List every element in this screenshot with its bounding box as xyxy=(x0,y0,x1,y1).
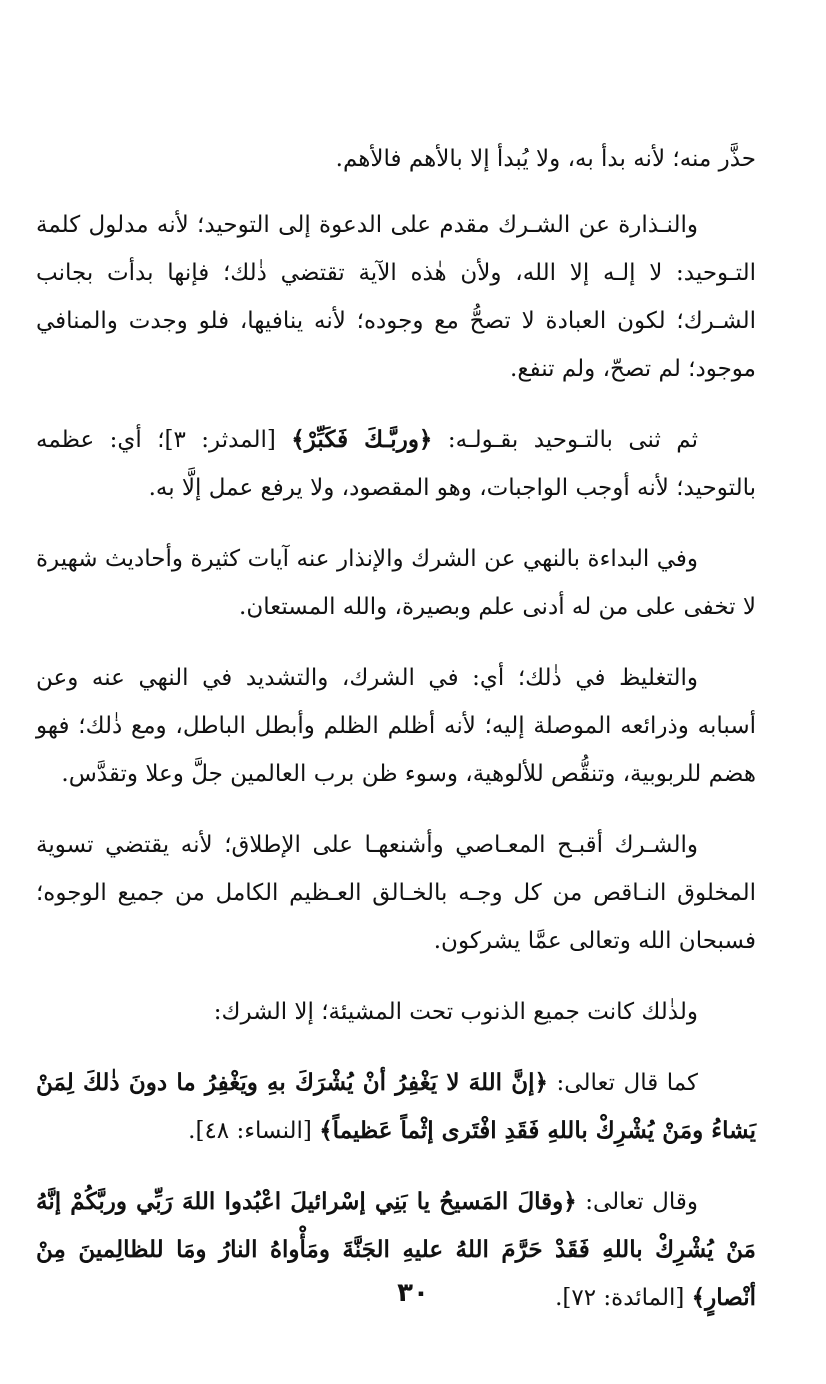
paragraph-2: والنـذارة عن الشـرك مقدم على الدعوة إلى التوحيد؛ لأنه مدلول كلمة التـوحيد: لا إلـه إلا الله، ولأن هٰذه الآية تقتضي ذٰلك؛ فإنها بدأت بجانب الشـرك؛ لكون العبادة لا تصحُّ مع وجوده؛ لأنه ينافيها، فلو وجدت والمنافي موجود؛ لم تصحّ، ولم تنفع. xyxy=(36,212,756,382)
paragraph-8-rest: [النساء: ٤٨]. xyxy=(188,1118,320,1144)
paragraph-5: والتغليظ في ذٰلك؛ أي: في الشرك، والتشديد في النهي عنه وعن أسبابه وذرائعه الموصلة إليه؛ لأنه أظلم الظلم وأبطل الباطل، ومع ذٰلك؛ فهو هضم للربوبية، وتنقُّص للألوهية، وسوء ظن برب العالمين جلَّ وعلا وتقدَّس. xyxy=(36,665,756,787)
quran-quote-an-nisa: ﴿إنَّ اللهَ لا يَغْفِرُ أنْ يُشْرَكَ بهِ ويَغْفِرُ ما دونَ ذٰلكَ لِمَنْ يَشاءُ ومَنْ يُشْرِكْ باللهِ فَقَدِ افْتَرى إثْماً عَظيماً﴾ xyxy=(36,1069,756,1144)
quran-quote-al-muddathir: ﴿وربَّـكَ فَكَبِّرْ﴾ xyxy=(291,426,433,453)
paragraph-8 xyxy=(36,1059,756,1155)
paragraph-4: وفي البداءة بالنهي عن الشرك والإنذار عنه آيات كثيرة وأحاديث شهيرة لا تخفى على من له أدنى علم وبصيرة، والله المستعان. xyxy=(36,546,756,620)
paragraph-8-lead: كما قال تعالى: xyxy=(548,1070,698,1096)
paragraph-3-rest: [المدثر: ٣]؛ أي: عظمه بالتوحيد؛ لأنه أوجب الواجبات، وهو المقصود، ولا يرفع عمل إلَّا به. xyxy=(36,427,756,501)
paragraph-9-rest: [المائدة: ٧٢]. xyxy=(555,1285,692,1311)
page-body xyxy=(36,135,756,1345)
paragraph-1: حذَّر منه؛ لأنه بدأ به، ولا يُبدأ إلا بالأهم فالأهم. xyxy=(335,146,756,172)
page-number: ٣٠ xyxy=(397,1278,429,1308)
paragraph-7: ولذٰلك كانت جميع الذنوب تحت المشيئة؛ إلا الشرك: xyxy=(213,999,698,1025)
paragraph-3-lead: ثم ثنى بالتـوحيد بقـولـه: xyxy=(432,427,698,453)
paragraph-3 xyxy=(36,416,756,512)
paragraph-9-lead: وقال تعالى: xyxy=(576,1189,698,1215)
paragraph-6: والشـرك أقبـح المعـاصي وأشنعهـا على الإطلاق؛ لأنه يقتضي تسوية المخلوق النـاقص من كل وجـه بالخـالق العـظيم الكامل من جميع الوجوه؛ فسبحان الله وتعالى عمَّا يشركون. xyxy=(36,832,756,954)
quran-quote-al-maidah: ﴿وقالَ المَسيحُ يا بَنِي إسْرائيلَ اعْبُدوا اللهَ رَبِّي وربَّكُمْ إنَّهُ مَنْ يُشْرِكْ باللهِ فَقَدْ حَرَّمَ اللهُ عليهِ الجَنَّةَ ومَأْواهُ النارُ ومَا للظالِمينَ مِنْ أنْصارٍ﴾ xyxy=(36,1188,756,1311)
